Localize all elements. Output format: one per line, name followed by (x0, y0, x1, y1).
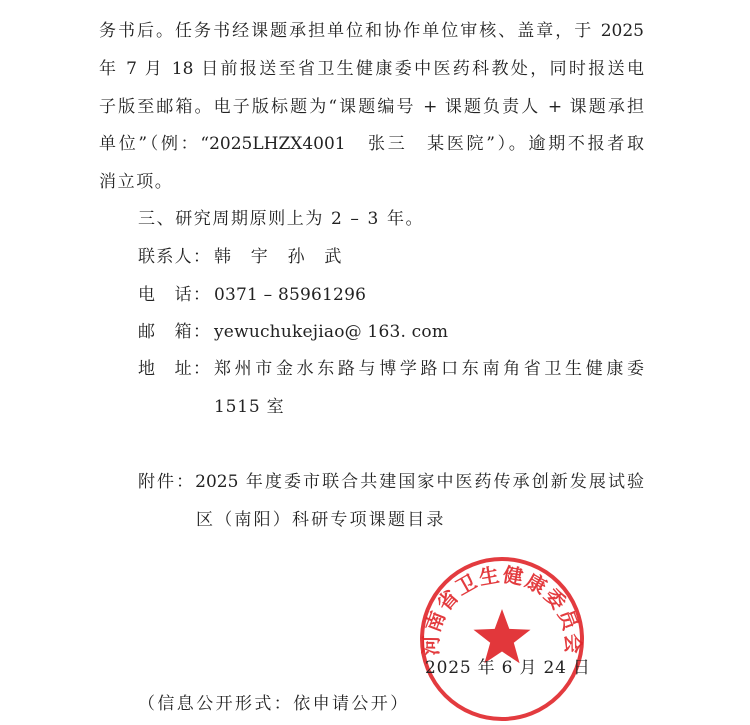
contact-person-value: 韩 宇 孙 武 (214, 247, 343, 267)
body-line-5: 消立项。 (99, 172, 174, 192)
seal-star-icon (474, 609, 531, 663)
body-line-4: 单位”（例：“2025LHZX4001 张三 某医院”）。逾期不报者取 (99, 134, 644, 154)
contact-email-value: yewuchukejiao@ 163. com (214, 322, 449, 342)
contact-person-label: 联系人： (138, 247, 210, 267)
disclosure-note: （信息公开形式：依申请公开） (138, 694, 410, 714)
contact-phone-value: 0371 – 85961296 (214, 285, 367, 305)
research-period-line: 三、研究周期原则上为 2 – 3 年。 (138, 209, 425, 229)
attachment-line-1: 附件：2025 年度委市联合共建国家中医药传承创新发展试验 (138, 472, 644, 492)
attachment-line-2: 区（南阳）科研专项课题目录 (196, 510, 446, 530)
contact-phone-label: 电 话： (138, 285, 210, 305)
body-line-2: 年 7 月 18 日前报送至省卫生健康委中医药科教处，同时报送电 (99, 59, 644, 79)
body-line-1: 务书后。任务书经课题承担单位和协作单位审核、盖章，于 2025 (99, 21, 644, 41)
contact-address-value-2: 1515 室 (214, 397, 285, 417)
seal-arc-text: 河南省卫生健康委员会 (418, 562, 586, 656)
contact-address-label: 地 址： (138, 359, 210, 379)
issue-date: 2025 年 6 月 24 日 (425, 658, 591, 678)
body-line-3: 子版至邮箱。电子版标题为“课题编号 + 课题负责人 + 课题承担 (99, 97, 644, 117)
contact-email-label: 邮 箱： (138, 322, 210, 342)
contact-address-value-1: 郑州市金水东路与博学路口东南角省卫生健康委 (214, 359, 644, 379)
official-seal (418, 555, 586, 723)
